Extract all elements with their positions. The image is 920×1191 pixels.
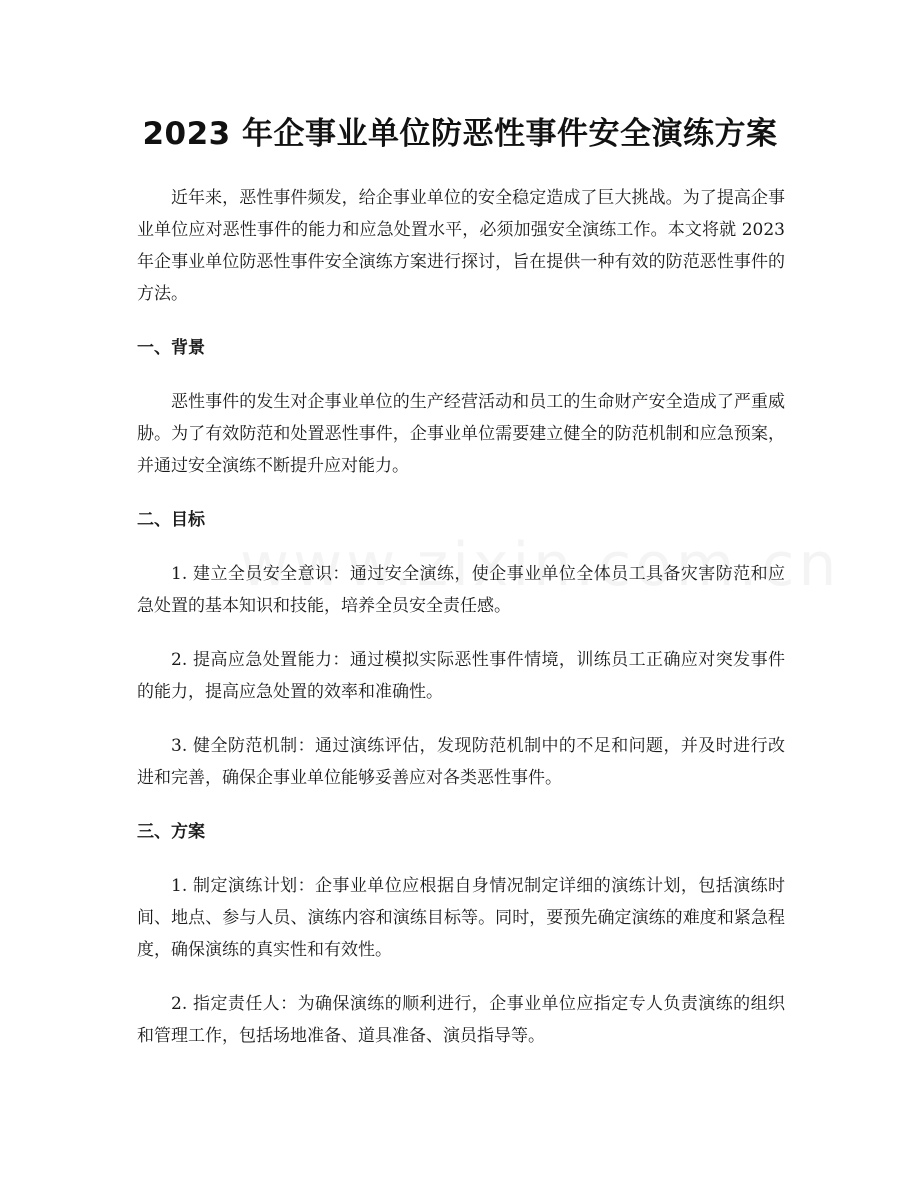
section-heading: 三、方案 <box>137 822 205 842</box>
section-heading: 一、背景 <box>137 338 205 358</box>
plan-item-2: 2. 指定责任人：为确保演练的顺利进行，企事业单位应指定专人负责演练的组织和管理工作，包括场地准备、道具准备、演员指导等。 <box>137 994 785 1046</box>
document-body <box>137 182 785 1074</box>
section-goals <box>137 504 785 794</box>
section-plan <box>137 816 785 1052</box>
goal-item-1: 1. 建立全员安全意识：通过安全演练，使企事业单位全体员工具备灾害防范和应急处置的基本知识和技能，培养全员安全责任感。 <box>137 564 785 616</box>
section-background <box>137 332 785 482</box>
plan-item-1: 1. 制定演练计划：企事业单位应根据自身情况制定详细的演练计划，包括演练时间、地点、参与人员、演练内容和演练目标等。同时，要预先确定演练的难度和紧急程度，确保演练的真实性和有效性。 <box>137 876 785 960</box>
document-title: 2023 年企事业单位防恶性事件安全演练方案 <box>142 116 778 152</box>
goal-item-3: 3. 健全防范机制：通过演练评估，发现防范机制中的不足和问题，并及时进行改进和完善，确保企事业单位能够妥善应对各类恶性事件。 <box>137 736 785 788</box>
section-heading: 二、目标 <box>137 510 205 530</box>
intro-paragraph: 近年来，恶性事件频发，给企事业单位的安全稳定造成了巨大挑战。为了提高企事业单位应对恶性事件的能力和应急处置水平，必须加强安全演练工作。本文将就 2023 年企事业单位防恶性事件安全演练方案进行探讨，旨在提供一种有效的防范恶性事件的方法。 <box>137 188 785 304</box>
goal-item-2: 2. 提高应急处置能力：通过模拟实际恶性事件情境，训练员工正确应对突发事件的能力，提高应急处置的效率和准确性。 <box>137 650 785 702</box>
section-paragraph: 恶性事件的发生对企事业单位的生产经营活动和员工的生命财产安全造成了严重威胁。为了有效防范和处置恶性事件，企事业单位需要建立健全的防范机制和应急预案，并通过安全演练不断提升应对能力。 <box>137 392 785 476</box>
